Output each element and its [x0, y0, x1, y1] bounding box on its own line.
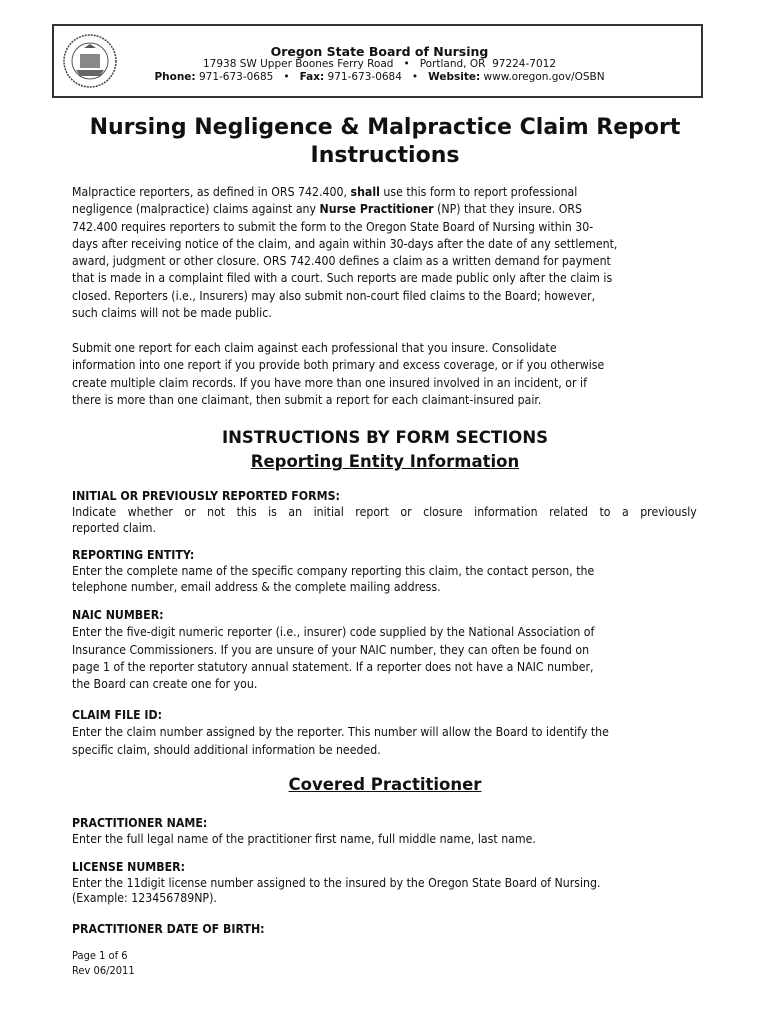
- text-line: days after receiving notice of the claim, and again within 30-days after the date of any settlement,: [72, 235, 618, 251]
- item-heading: NAIC NUMBER:: [72, 607, 164, 622]
- text-line: such claims will not be made public.: [72, 305, 272, 321]
- text-line: the Board can create one for you.: [72, 676, 258, 692]
- website-label: Website:: [428, 71, 481, 83]
- item-heading: LICENSE NUMBER:: [72, 859, 186, 874]
- item-heading: REPORTING ENTITY:: [72, 547, 195, 562]
- website: www.oregon.gov/OSBN: [480, 71, 605, 83]
- emphasis: Nurse Practitioner: [319, 201, 434, 217]
- text-line: Enter the 11digit license number assigned to the insured by the Oregon State Board of Nursing.: [72, 874, 601, 890]
- item-claim-file-id: [72, 706, 697, 758]
- text-line: Enter the claim number assigned by the reporter. This number will allow the Board to identify the: [72, 724, 609, 740]
- phone: 971-673-0685 •: [195, 71, 300, 83]
- item-practitioner-name: [72, 815, 697, 846]
- revision-date: Rev 06/2011: [72, 964, 135, 977]
- section-title-covered-practitioner: Covered Practitioner: [288, 775, 482, 794]
- emphasis: shall: [350, 184, 380, 199]
- intro-paragraph-2: [72, 339, 697, 408]
- org-name: Oregon State Board of Nursing: [270, 44, 489, 59]
- page-number: Page 1 of 6: [72, 949, 128, 962]
- text-line: information into one report if you provide both primary and excess coverage, or if you otherwise: [72, 357, 605, 373]
- page-title: [0, 114, 770, 170]
- item-license-number: [72, 859, 697, 906]
- item-heading: PRACTITIONER DATE OF BIRTH:: [72, 921, 265, 936]
- item-heading: INITIAL OR PREVIOUSLY REPORTED FORMS:: [72, 488, 340, 503]
- text-line: that is made in a complaint filed with a court. Such reports are made public only after the claim is: [72, 270, 613, 286]
- text-line: Enter the full legal name of the practitioner first name, full middle name, last name.: [72, 830, 536, 846]
- text: use this form to report professional: [379, 184, 578, 199]
- text-line: reported claim.: [72, 519, 156, 535]
- text-line: [72, 200, 697, 217]
- text-line: specific claim, should additional information be needed.: [72, 741, 381, 757]
- text: Malpractice reporters, as defined in ORS 742.400,: [72, 184, 351, 199]
- text-line: Indicate whether or not this is an initial report or closure information related to a previously: [72, 504, 697, 520]
- title-line: Instructions: [310, 143, 460, 168]
- text-line: there is more than one claimant, then submit a report for each claimant-insured pair.: [72, 391, 542, 407]
- text: (NP) that they insure. ORS: [433, 201, 583, 217]
- text-line: page 1 of the reporter statutory annual statement. If a reporter does not have a NAIC number,: [72, 658, 594, 674]
- text-line: award, judgment or other closure. ORS 742.400 defines a claim as a written demand for payment: [72, 253, 611, 269]
- org-contact: [54, 71, 705, 83]
- title-line: Nursing Negligence & Malpractice Claim Report: [89, 115, 681, 140]
- item-heading: PRACTITIONER NAME:: [72, 815, 208, 830]
- instructions-heading: INSTRUCTIONS BY FORM SECTIONS: [221, 428, 549, 447]
- text-line: 742.400 requires reporters to submit the form to the Oregon State Board of Nursing within 30-: [72, 218, 594, 234]
- org-address: 17938 SW Upper Boones Ferry Road • Portland, OR 97224-7012: [202, 58, 557, 70]
- text-line: Enter the five-digit numeric reporter (i.e., insurer) code supplied by the National Association of: [72, 624, 595, 640]
- item-heading: CLAIM FILE ID:: [72, 707, 163, 722]
- text-line: Submit one report for each claim against each professional that you insure. Consolidate: [72, 340, 557, 355]
- text-line: closed. Reporters (i.e., Insurers) may also submit non-court filed claims to the Board; however,: [72, 287, 596, 303]
- text-line: Enter the complete name of the specific company reporting this claim, the contact person, the: [72, 563, 595, 579]
- section-title-reporting-entity: Reporting Entity Information: [250, 452, 520, 471]
- text-line: (Example: 123456789NP).: [72, 890, 217, 905]
- item-reporting-entity: [72, 546, 697, 595]
- text-line: [72, 183, 697, 200]
- item-naic-number: [72, 606, 697, 692]
- text-line: create multiple claim records. If you have more than one insured involved in an incident, or if: [72, 374, 587, 390]
- phone-label: Phone:: [154, 71, 196, 83]
- text: negligence (malpractice) claims against any: [72, 201, 320, 217]
- item-practitioner-dob: [72, 920, 697, 937]
- text-line: telephone number, email address & the complete mailing address.: [72, 579, 441, 595]
- page-footer: [72, 948, 135, 978]
- intro-paragraph-1: [72, 183, 697, 321]
- fax: 971-673-0684 •: [324, 71, 429, 83]
- letterhead: [52, 24, 703, 98]
- text-line: Insurance Commissioners. If you are unsure of your NAIC number, they can often be found on: [72, 641, 590, 657]
- fax-label: Fax:: [299, 71, 325, 83]
- item-initial-forms: [72, 487, 697, 535]
